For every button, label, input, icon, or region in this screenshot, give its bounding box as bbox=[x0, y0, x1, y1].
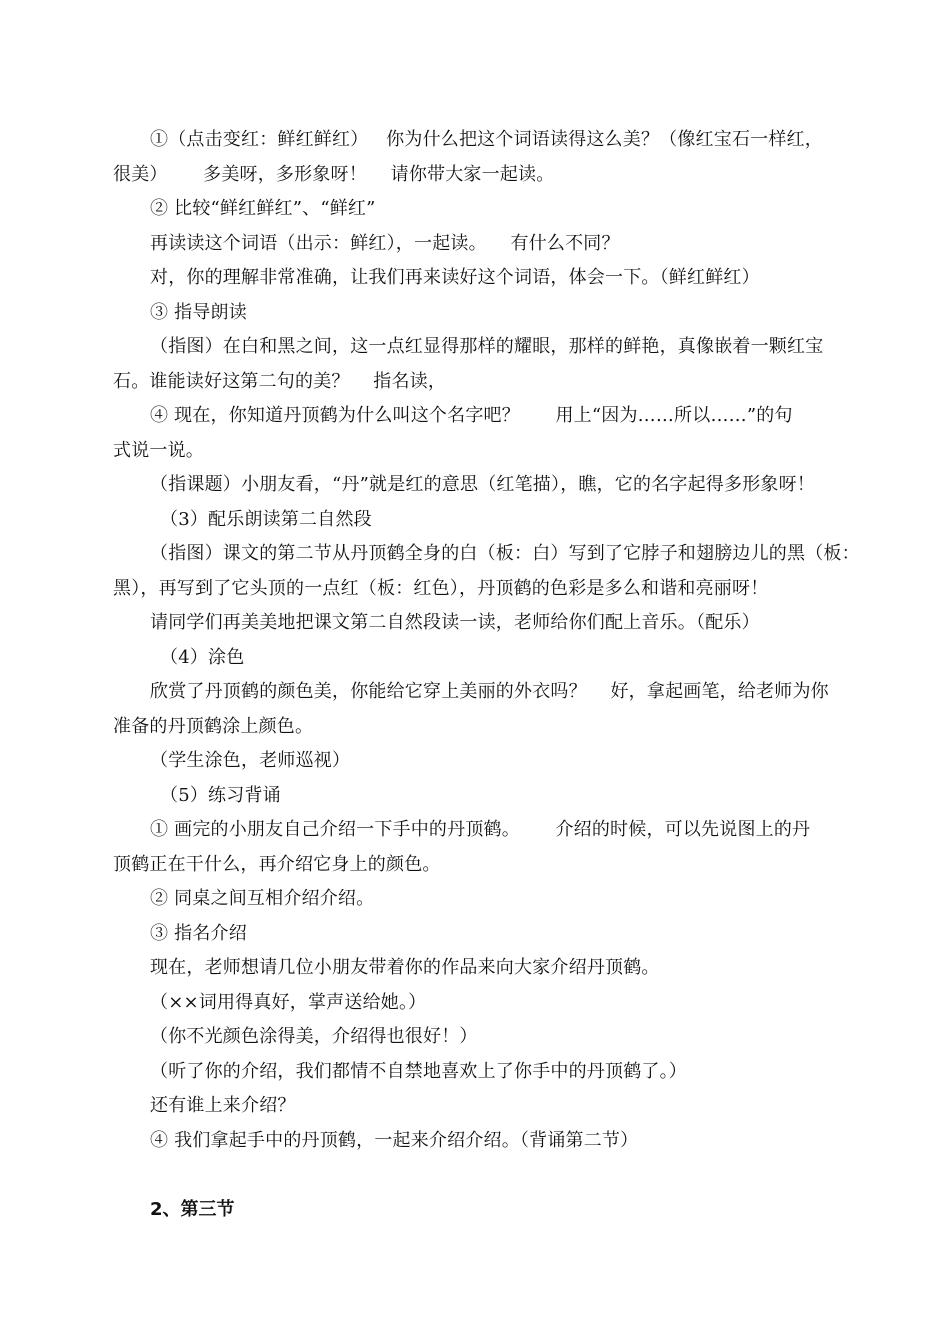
paragraph-line: （指课题）小朋友看，“丹”就是红的意思（红笔描），瞧，它的名字起得多形象呀！ bbox=[150, 474, 816, 495]
paragraph-line: （听了你的介绍，我们都情不自禁地喜欢上了你手中的丹顶鹤了。） bbox=[150, 1060, 687, 1082]
paragraph-line: ③ 指导朗读 bbox=[150, 301, 247, 323]
blank-line bbox=[113, 1158, 848, 1193]
paragraph-line: 还有谁上来介绍？ bbox=[150, 1095, 296, 1116]
paragraph-line: 现在，老师想请几位小朋友带着你的作品来向大家介绍丹顶鹤。 bbox=[150, 957, 660, 978]
document-body bbox=[113, 123, 860, 1227]
paragraph-line: ④ 我们拿起手中的丹顶鹤，一起来介绍介绍。（背诵第二节） bbox=[150, 1129, 639, 1151]
paragraph-line: 黑），再写到了它头顶的一点红（板：红色），丹顶鹤的色彩是多么和谐和亮丽呀！ bbox=[113, 577, 769, 599]
paragraph-line: ① 画完的小朋友自己介绍一下手中的丹顶鹤。 介绍的时候，可以先说图上的丹 bbox=[150, 819, 811, 840]
section-subheading: （5）练习背诵 bbox=[160, 784, 281, 806]
paragraph-line: ①（点击变红：鲜红鲜红） 你为什么把这个词语读得这么美？（像红宝石一样红， bbox=[150, 129, 823, 150]
section-subheading: （4）涂色 bbox=[160, 646, 245, 668]
paragraph-line: 欣赏了丹顶鹤的颜色美，你能给它穿上美丽的外衣吗？ 好，拿起画笔，给老师为你 bbox=[150, 681, 829, 702]
paragraph-line: 对，你的理解非常准确，让我们再来读好这个词语，体会一下。（鲜红鲜红） bbox=[150, 267, 760, 288]
paragraph-line: ④ 现在，你知道丹顶鹤为什么叫这个名字吧？ 用上“因为……所以……”的句 bbox=[150, 405, 793, 426]
paragraph-line: 很美） 多美呀，多形象呀！ 请你带大家一起读。 bbox=[113, 163, 555, 185]
paragraph-line: （学生涂色，老师巡视） bbox=[150, 750, 351, 771]
paragraph-line: 准备的丹顶鹤涂上颜色。 bbox=[113, 715, 314, 737]
paragraph-line: 请同学们再美美地把课文第二自然段读一读，老师给你们配上音乐。（配乐） bbox=[150, 612, 760, 633]
section-heading: 2、第三节 bbox=[150, 1198, 235, 1220]
section-subheading: （3）配乐朗读第二自然段 bbox=[160, 508, 372, 530]
paragraph-line: 石。谁能读好这第二句的美？ 指名读， bbox=[113, 370, 447, 392]
paragraph-line: （××词用得真好，掌声送给她。） bbox=[150, 991, 427, 1013]
paragraph-line: ③ 指名介绍 bbox=[150, 922, 247, 944]
paragraph-line: （你不光颜色涂得美，介绍得也很好！） bbox=[150, 1026, 478, 1047]
paragraph-line: 再读读这个词语（出示：鲜红），一起读。 有什么不同？ bbox=[150, 232, 620, 254]
paragraph-line: （指图）在白和黑之间，这一点红显得那样的耀眼，那样的鲜艳，真像嵌着一颗红宝 bbox=[150, 336, 824, 357]
paragraph-line: 式说一说。 bbox=[113, 439, 204, 461]
paragraph-line: （指图）课文的第二节从丹顶鹤全身的白（板：白）写到了它脖子和翅膀边儿的黑（板： bbox=[150, 543, 860, 564]
paragraph-line: ② 同桌之间互相介绍介绍。 bbox=[150, 888, 375, 909]
paragraph-line: 顶鹤正在干什么，再介绍它身上的颜色。 bbox=[113, 853, 441, 875]
paragraph-line: ② 比较“鲜红鲜红”、“鲜红” bbox=[150, 198, 376, 219]
